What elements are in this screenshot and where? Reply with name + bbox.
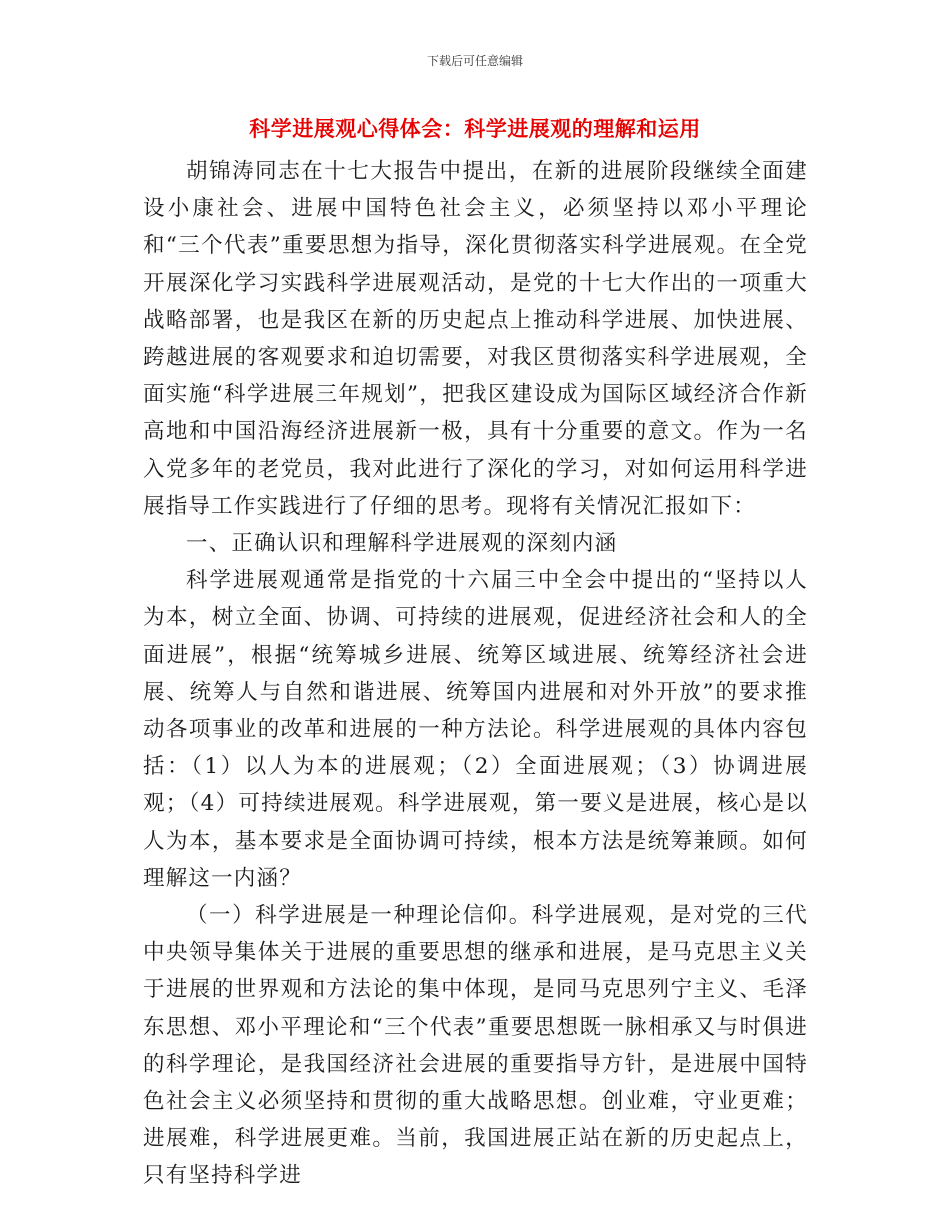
document-title: 科学进展观心得体会：科学进展观的理解和运用 <box>249 116 701 141</box>
section-heading: 一、正确认识和理解科学进展观的深刻内涵 <box>186 531 618 557</box>
page-header: 下载后可任意编辑 <box>426 54 523 68</box>
paragraph-subsection-1: （一）科学进展是一种理论信仰。科学进展观，是对党的三代中央领导集体关于进展的重要思想的继承和进展，是马克思主义关于进展的世界观和方法论的集中体现，是同马克思列宁主义、毛泽东思想、邓小平理论和“三个代表”重要思想既一脉相承又与时俱进的科学理论，是我国经济社会进展的重要指导方针，是进展中国特色社会主义必须坚持和贯彻的重大战略思想。创业难，守业更难；进展难，科学进展更难。当前，我国进展正站在新的历史起点上，只有坚持科学进 <box>143 903 808 1189</box>
paragraph-definition: 科学进展观通常是指党的十六届三中全会中提出的“坚持以人为本，树立全面、协调、可持续的进展观，促进经济社会和人的全面进展”，根据“统筹城乡进展、统筹区域进展、统筹经济社会进展、统筹人与自然和谐进展、统筹国内进展和对外开放”的要求推动各项事业的改革和进展的一种方法论。科学进展观的具体内容包括：（1）以人为本的进展观；（2）全面进展观；（3）协调进展观；（4）可持续进展观。科学进展观，第一要义是进展，核心是以人为本，基本要求是全面协调可持续，根本方法是统筹兼顾。如何理解这一内涵？ <box>143 568 808 891</box>
document-body <box>143 153 808 1195</box>
paragraph-intro: 胡锦涛同志在十七大报告中提出，在新的进展阶段继续全面建设小康社会、进展中国特色社会主义，必须坚持以邓小平理论和“三个代表”重要思想为指导，深化贯彻落实科学进展观。在全党开展深化学习实践科学进展观活动，是党的十七大作出的一项重大战略部署，也是我区在新的历史起点上推动科学进展、加快进展、跨越进展的客观要求和迫切需要，对我区贯彻落实科学进展观，全面实施“科学进展三年规划”，把我区建设成为国际区域经济合作新高地和中国沿海经济进展新一极，具有十分重要的意文。作为一名入党多年的老党员，我对此进行了深化的学习，对如何运用科学进展指导工作实践进行了仔细的思考。现将有关情况汇报如下： <box>143 159 808 519</box>
